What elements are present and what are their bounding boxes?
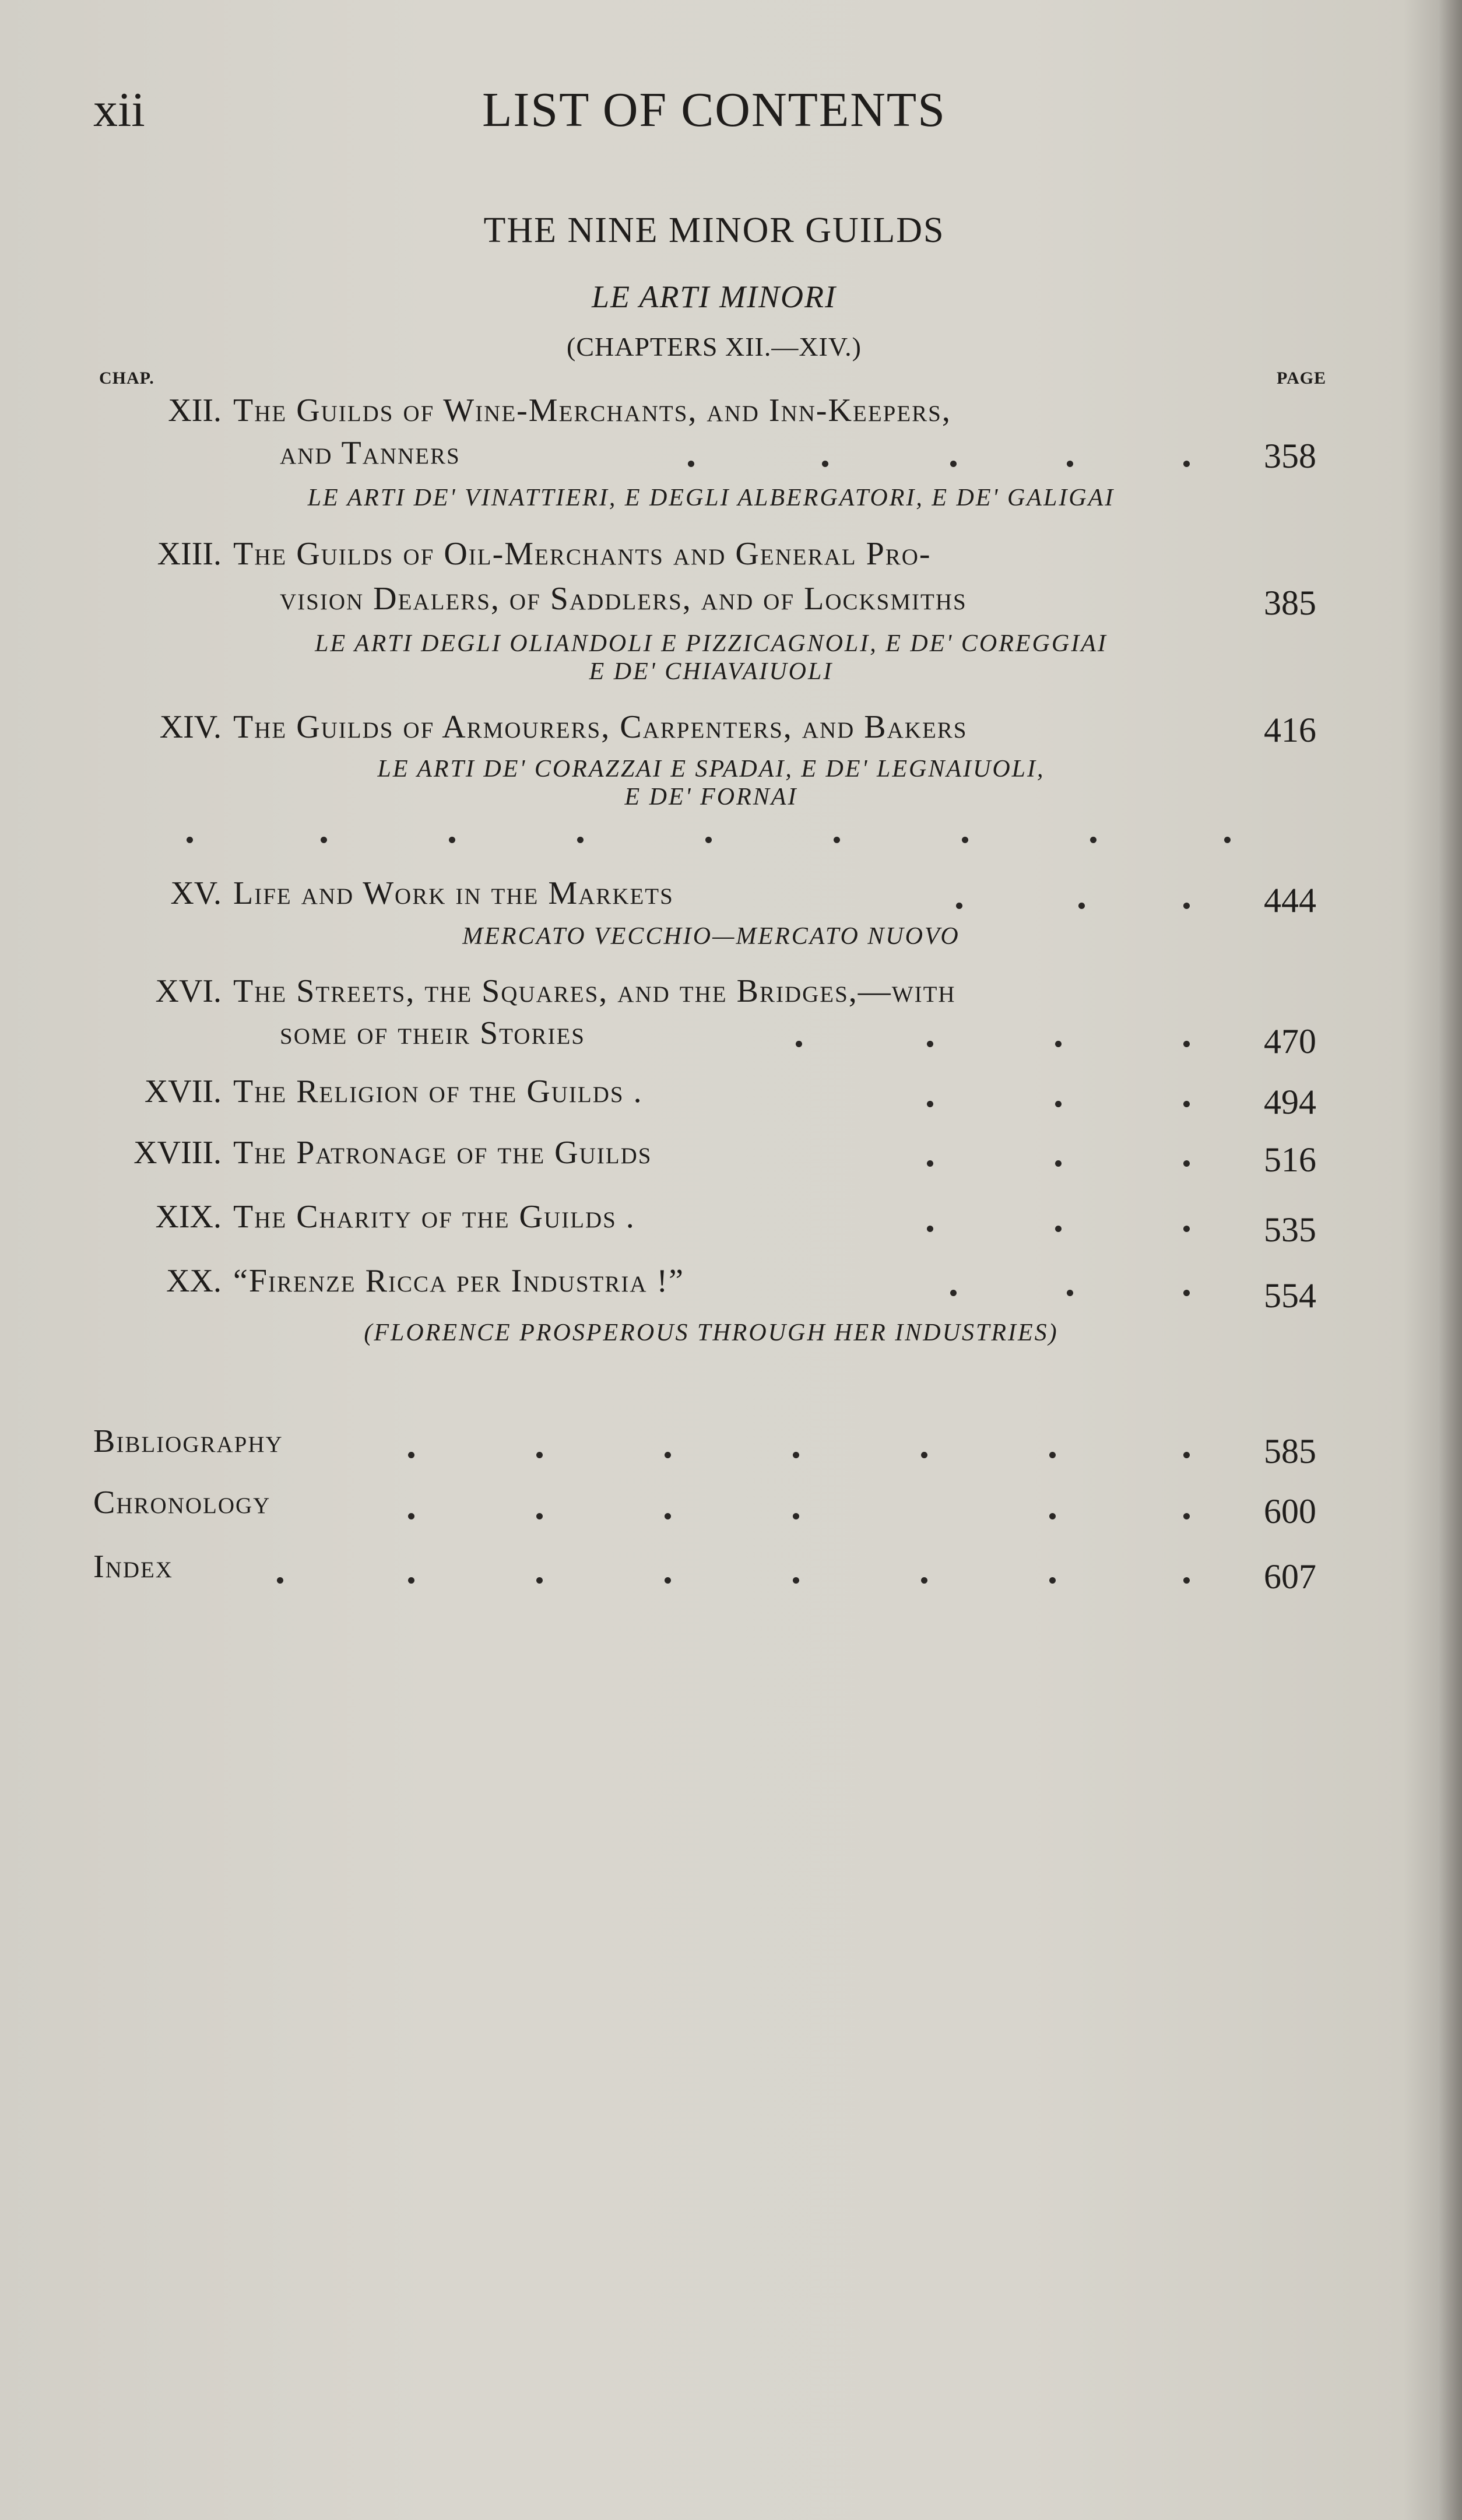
chapter-number: XII.	[168, 392, 222, 429]
chapter-title-line: vision Dealers, of Saddlers, and of Locksmiths	[280, 581, 967, 617]
chapter-italian-title: LE ARTI DE' VINATTIERI, E DEGLI ALBERGATORI, E DE' GALIGAI	[307, 485, 1115, 511]
chapter-italian-title: E DE' FORNAI	[624, 784, 798, 810]
chapter-page: 494	[1264, 1083, 1316, 1121]
section-range: (CHAPTERS XII.—XIV.)	[567, 332, 862, 361]
leader-dot	[1055, 1101, 1062, 1107]
divider-dot	[834, 837, 840, 843]
chapter-title-line: The Guilds of Oil-Merchants and General Pro-	[233, 536, 932, 572]
chapter-number: XVI.	[155, 973, 222, 1009]
leader-dot	[408, 1452, 414, 1458]
chapter-page: 358	[1264, 437, 1316, 475]
chapter-title-line: The Guilds of Armourers, Carpenters, and Bakers	[233, 709, 968, 745]
back-matter-label: Chronology	[93, 1484, 271, 1521]
chapter-number: XIX.	[155, 1199, 222, 1235]
leader-dot	[927, 1041, 933, 1047]
leader-dot	[956, 903, 962, 909]
section-title: THE NINE MINOR GUILDS	[483, 210, 945, 250]
leader-dot	[796, 1041, 802, 1047]
divider-dot	[705, 837, 712, 843]
chapter-number: XVII.	[144, 1073, 222, 1110]
leader-dot	[1183, 1513, 1190, 1519]
leader-dot	[536, 1452, 543, 1458]
leader-dot	[921, 1452, 927, 1458]
leader-dot	[1183, 1577, 1190, 1584]
back-matter-page: 607	[1264, 1557, 1316, 1596]
chapter-page: 470	[1264, 1022, 1316, 1061]
divider-dot	[321, 837, 327, 843]
leader-dot	[1183, 1160, 1190, 1167]
back-matter-page: 585	[1264, 1432, 1316, 1470]
chapter-title-line: The Charity of the Guilds .	[233, 1199, 635, 1235]
leader-dot	[665, 1513, 671, 1519]
leader-dot	[688, 461, 694, 467]
back-matter-label: Bibliography	[93, 1423, 283, 1459]
leader-dot	[665, 1452, 671, 1458]
leader-dot	[1183, 461, 1190, 467]
leader-dot	[1055, 1226, 1062, 1232]
divider-dot	[449, 837, 455, 843]
chapter-title-line: The Guilds of Wine-Merchants, and Inn-Keepers,	[233, 392, 951, 429]
leader-dot	[950, 461, 957, 467]
chapter-italian-title: LE ARTI DEGLI OLIANDOLI E PIZZICAGNOLI, E DE' COREGGIAI	[315, 630, 1108, 657]
leader-dot	[1183, 1290, 1190, 1296]
leader-dot	[536, 1513, 543, 1519]
leader-dot	[1067, 1290, 1073, 1296]
leader-dot	[1183, 1101, 1190, 1107]
section-subtitle: LE ARTI MINORI	[592, 279, 837, 314]
leader-dot	[665, 1577, 671, 1584]
chapter-page: 416	[1264, 711, 1316, 749]
leader-dot	[793, 1452, 799, 1458]
chapter-page: 554	[1264, 1276, 1316, 1315]
divider-dot	[1090, 837, 1096, 843]
chapter-number: XIV.	[159, 709, 222, 745]
chapter-italian-title: LE ARTI DE' CORAZZAI E SPADAI, E DE' LEGNAIUOLI,	[377, 756, 1045, 782]
leader-dot	[921, 1577, 927, 1584]
chapter-italian-title: MERCATO VECCHIO—MERCATO NUOVO	[462, 923, 960, 950]
leader-dot	[927, 1160, 933, 1167]
divider-dot	[577, 837, 584, 843]
leader-dot	[1183, 903, 1190, 909]
leader-dot	[1049, 1452, 1056, 1458]
running-title: LIST OF CONTENTS	[482, 83, 946, 137]
chapter-number: XIII.	[157, 536, 222, 572]
chapter-number: XX.	[166, 1263, 222, 1299]
divider-dot	[1224, 837, 1231, 843]
chapter-page: 385	[1264, 584, 1316, 622]
chapter-title-line: some of their Stories	[280, 1015, 585, 1051]
back-matter-page: 600	[1264, 1492, 1316, 1531]
chapter-italian-title: (FLORENCE PROSPEROUS THROUGH HER INDUSTRIES)	[364, 1319, 1059, 1346]
chapter-number: XVIII.	[133, 1135, 222, 1171]
leader-dot	[1183, 1226, 1190, 1232]
chapter-page: 535	[1264, 1210, 1316, 1249]
leader-dot	[927, 1101, 933, 1107]
chapter-title-line: “Firenze Ricca per Industria !”	[233, 1263, 685, 1299]
back-matter-label: Index	[93, 1549, 173, 1585]
chapter-number: XV.	[170, 875, 222, 911]
page-number: xii	[93, 83, 145, 137]
chapter-title-line: and Tanners	[280, 435, 461, 471]
leader-dot	[1067, 461, 1073, 467]
divider-dot	[187, 837, 193, 843]
leader-dot	[1183, 1041, 1190, 1047]
leader-dot	[408, 1513, 414, 1519]
divider-dot	[962, 837, 968, 843]
page-edge-shadow	[1439, 0, 1462, 2520]
chapter-title-line: The Streets, the Squares, and the Bridges,—with	[233, 973, 956, 1009]
chapter-page: 444	[1264, 881, 1316, 919]
leader-dot	[1078, 903, 1085, 909]
leader-dot	[1049, 1513, 1056, 1519]
leader-dot	[408, 1577, 414, 1584]
leader-dot	[536, 1577, 543, 1584]
leader-dot	[793, 1513, 799, 1519]
chapter-title-line: The Religion of the Guilds .	[233, 1073, 643, 1110]
chapter-page: 516	[1264, 1140, 1316, 1179]
leader-dot	[277, 1577, 283, 1584]
leader-dot	[822, 461, 828, 467]
chapter-title-line: Life and Work in the Markets	[233, 875, 674, 911]
chapter-italian-title: E DE' CHIAVAIUOLI	[589, 658, 834, 685]
leader-dot	[793, 1577, 799, 1584]
leader-dot	[927, 1226, 933, 1232]
chapter-title-line: The Patronage of the Guilds	[233, 1135, 652, 1171]
leader-dot	[950, 1290, 957, 1296]
leader-dot	[1183, 1452, 1190, 1458]
leader-dot	[1049, 1577, 1056, 1584]
page-column-header: PAGE	[1277, 368, 1327, 388]
leader-dot	[1055, 1160, 1062, 1167]
chap-column-header: CHAP.	[99, 368, 154, 388]
leader-dot	[1055, 1041, 1062, 1047]
